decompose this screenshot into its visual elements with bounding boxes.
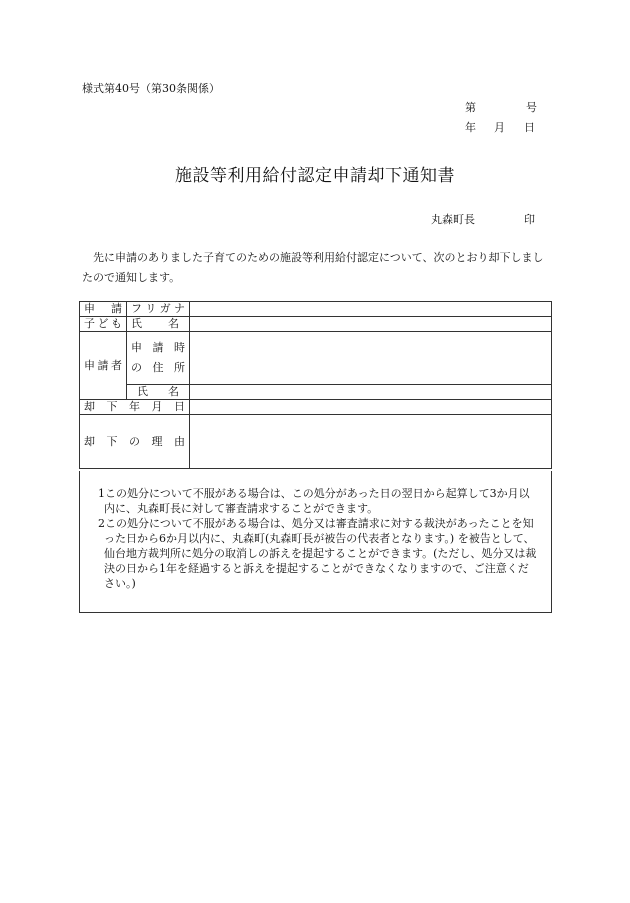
child-group-label-bottom [80,317,127,332]
rejection-reason-value[interactable] [190,415,552,469]
child-name-label: 氏 名 [127,317,190,332]
rejection-date-value[interactable] [190,400,552,415]
child-group-line2: 子 ど も [84,317,122,330]
form-id: 様式第40号（第30条関係） [82,82,220,95]
notes-box [79,471,552,613]
note-item: 1この処分について不服がある場合は、この処分があった日の翌日から起算して3か月以内に、丸森町長に対して審査請求することができます。 [98,487,530,515]
applicant-group-label: 申 請 者 [80,332,127,400]
rejection-reason-label: 却 下 の 理 由 [80,415,190,469]
date-day: 日 [524,121,535,134]
date-month: 月 [494,121,505,134]
date-year: 年 [465,121,476,134]
number-suffix: 号 [526,101,537,114]
child-group-line1: 申 請 [84,302,122,315]
number-prefix: 第 [465,101,476,114]
furigana-value[interactable] [190,302,552,317]
applicant-name-label: 氏 名 [127,385,190,400]
document-title: 施設等利用給付認定申請却下通知書 [175,166,455,186]
child-name-value[interactable] [190,317,552,332]
intro-paragraph: 先に申請のありました子育てのための施設等利用給付認定について、次のとおり却下しましたので通知します。 [82,251,544,284]
furigana-label: フ リ ガ ナ [127,302,190,317]
note-item: 2この処分について不服がある場合は、処分又は審査請求に対する裁決があったことを知った日から6か月以内に、丸森町(丸森町長が被告の代表者となります。) を被告として、仙台地方裁判所に処分の取消しの訴えを提起することができます。(ただし、処分又は裁決の日から1年を経過すると訴えを提起することができなくなりますので、ご注意ください。) [98,517,537,590]
rejection-date-label: 却 下 年 月 日 [80,400,190,415]
form-table [79,301,552,469]
address-label: 申 請 時 の 住 所 [127,332,190,385]
address-value[interactable] [190,332,552,385]
child-group-label-top [80,302,127,317]
seal-mark: 印 [524,213,535,226]
issuer-name: 丸森町長 [431,213,475,226]
applicant-name-value[interactable] [190,385,552,400]
